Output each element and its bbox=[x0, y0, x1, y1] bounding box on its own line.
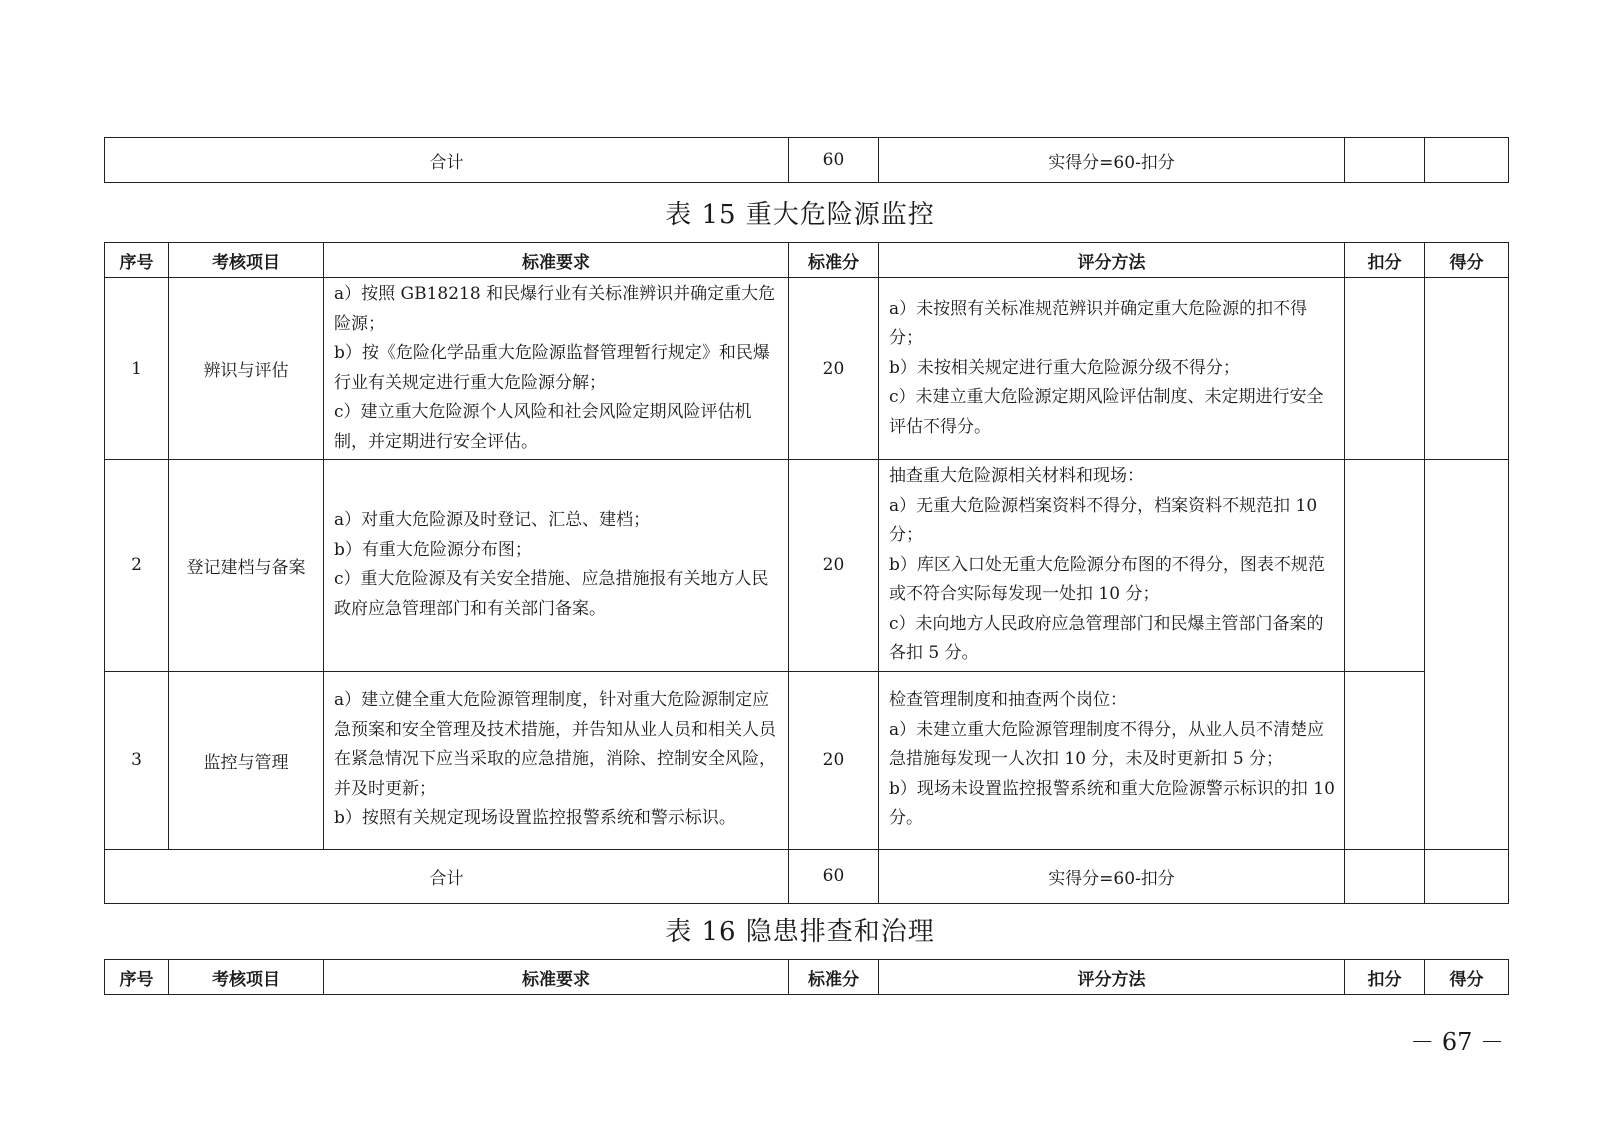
requirement-text: a）建立健全重大危险源管理制度，针对重大危险源制定应急预案和安全管理及技术措施，并告知从业人员和相关人员在紧急情况下应当采取的应急措施，消除、控制安全风险，并及时更新； bbox=[334, 690, 776, 799]
row-item: 监控与管理 bbox=[169, 671, 324, 849]
row-no: 2 bbox=[105, 460, 169, 672]
total-label: 合计 bbox=[105, 849, 789, 903]
table-row bbox=[105, 460, 1509, 672]
row-earned bbox=[1425, 460, 1509, 850]
header-score: 标准分 bbox=[789, 960, 879, 995]
deduct-cell bbox=[1345, 138, 1425, 183]
row-requirements bbox=[324, 460, 789, 672]
row-score: 20 bbox=[789, 460, 879, 672]
requirement-text: b）按《危险化学品重大危险源监督管理暂行规定》和民爆行业有关规定进行重大危险源分解； bbox=[334, 343, 770, 393]
header-item: 考核项目 bbox=[169, 243, 324, 278]
method-text: 抽查重大危险源相关材料和现场： bbox=[889, 466, 1144, 486]
header-requirements: 标准要求 bbox=[324, 960, 789, 995]
table15-caption: 表 15 重大危险源监控 bbox=[665, 200, 935, 230]
table15-header-row bbox=[105, 243, 1509, 278]
score-cell bbox=[1425, 138, 1509, 183]
row-score: 20 bbox=[789, 278, 879, 460]
total-score: 60 bbox=[789, 138, 879, 183]
method-text: c）未建立重大危险源定期风险评估制度、未定期进行安全评估不得分。 bbox=[889, 387, 1324, 437]
table15 bbox=[104, 242, 1509, 904]
row-deduct bbox=[1345, 278, 1425, 460]
method-text: b）库区入口处无重大危险源分布图的不得分，图表不规范或不符合实际每发现一处扣 10 分； bbox=[889, 554, 1325, 604]
row-deduct bbox=[1345, 671, 1425, 849]
row-methods bbox=[879, 278, 1345, 460]
method-text: b）现场未设置监控报警系统和重大危险源警示标识的扣 10 分。 bbox=[889, 778, 1335, 829]
header-method: 评分方法 bbox=[879, 960, 1345, 995]
previous-table-total bbox=[104, 137, 1509, 183]
header-requirements: 标准要求 bbox=[324, 243, 789, 278]
row-methods bbox=[879, 460, 1345, 672]
method-text: c）未向地方人民政府应急管理部门和民爆主管部门备案的各扣 5 分。 bbox=[889, 613, 1324, 663]
table16-caption: 表 16 隐患排查和治理 bbox=[665, 917, 935, 947]
table16-header-row bbox=[105, 960, 1509, 995]
header-deduct: 扣分 bbox=[1345, 960, 1425, 995]
requirement-text: b）有重大危险源分布图； bbox=[334, 539, 532, 560]
table-row bbox=[105, 671, 1509, 849]
header-earned: 得分 bbox=[1425, 960, 1509, 995]
row-earned bbox=[1425, 278, 1509, 460]
table-row bbox=[105, 278, 1509, 460]
requirement-text: b）按照有关规定现场设置监控报警系统和警示标识。 bbox=[334, 808, 736, 829]
row-requirements bbox=[324, 278, 789, 460]
requirement-text: c）重大危险源及有关安全措施、应急措施报有关地方人民政府应急管理部门和有关部门备案。 bbox=[334, 569, 769, 619]
total-label: 合计 bbox=[105, 138, 789, 183]
total-method: 实得分=60-扣分 bbox=[879, 849, 1345, 903]
header-score: 标准分 bbox=[789, 243, 879, 278]
row-no: 3 bbox=[105, 671, 169, 849]
table16 bbox=[104, 959, 1509, 995]
requirement-text: c）建立重大危险源个人风险和社会风险定期风险评估机制，并定期进行安全评估。 bbox=[334, 402, 752, 452]
row-score: 20 bbox=[789, 671, 879, 849]
deduct-cell bbox=[1345, 849, 1425, 903]
header-method: 评分方法 bbox=[879, 243, 1345, 278]
header-earned: 得分 bbox=[1425, 243, 1509, 278]
method-text: a）未按照有关标准规范辨识并确定重大危险源的扣不得分； bbox=[889, 298, 1308, 349]
row-methods bbox=[879, 671, 1345, 849]
score-cell bbox=[1425, 849, 1509, 903]
table15-total-row bbox=[105, 849, 1509, 903]
row-deduct bbox=[1345, 460, 1425, 672]
requirement-text: a）对重大危险源及时登记、汇总、建档； bbox=[334, 510, 651, 531]
total-score: 60 bbox=[789, 849, 879, 903]
page-number: － 67 － bbox=[1410, 1028, 1504, 1056]
header-no: 序号 bbox=[105, 243, 169, 278]
total-method: 实得分=60-扣分 bbox=[879, 138, 1345, 183]
method-text: 检查管理制度和抽查两个岗位： bbox=[889, 690, 1127, 711]
method-text: b）未按相关规定进行重大危险源分级不得分； bbox=[889, 357, 1240, 378]
row-no: 1 bbox=[105, 278, 169, 460]
requirement-text: a）按照 GB18218 和民爆行业有关标准辨识并确定重大危险源； bbox=[334, 284, 776, 334]
header-deduct: 扣分 bbox=[1345, 243, 1425, 278]
header-no: 序号 bbox=[105, 960, 169, 995]
row-item: 登记建档与备案 bbox=[169, 460, 324, 672]
row-requirements bbox=[324, 671, 789, 849]
method-text: a）无重大危险源档案资料不得分，档案资料不规范扣 10 分； bbox=[889, 495, 1318, 545]
method-text: a）未建立重大危险源管理制度不得分，从业人员不清楚应急措施每发现一人次扣 10 分，未及时更新扣 5 分； bbox=[889, 719, 1325, 770]
row-item: 辨识与评估 bbox=[169, 278, 324, 460]
header-item: 考核项目 bbox=[169, 960, 324, 995]
